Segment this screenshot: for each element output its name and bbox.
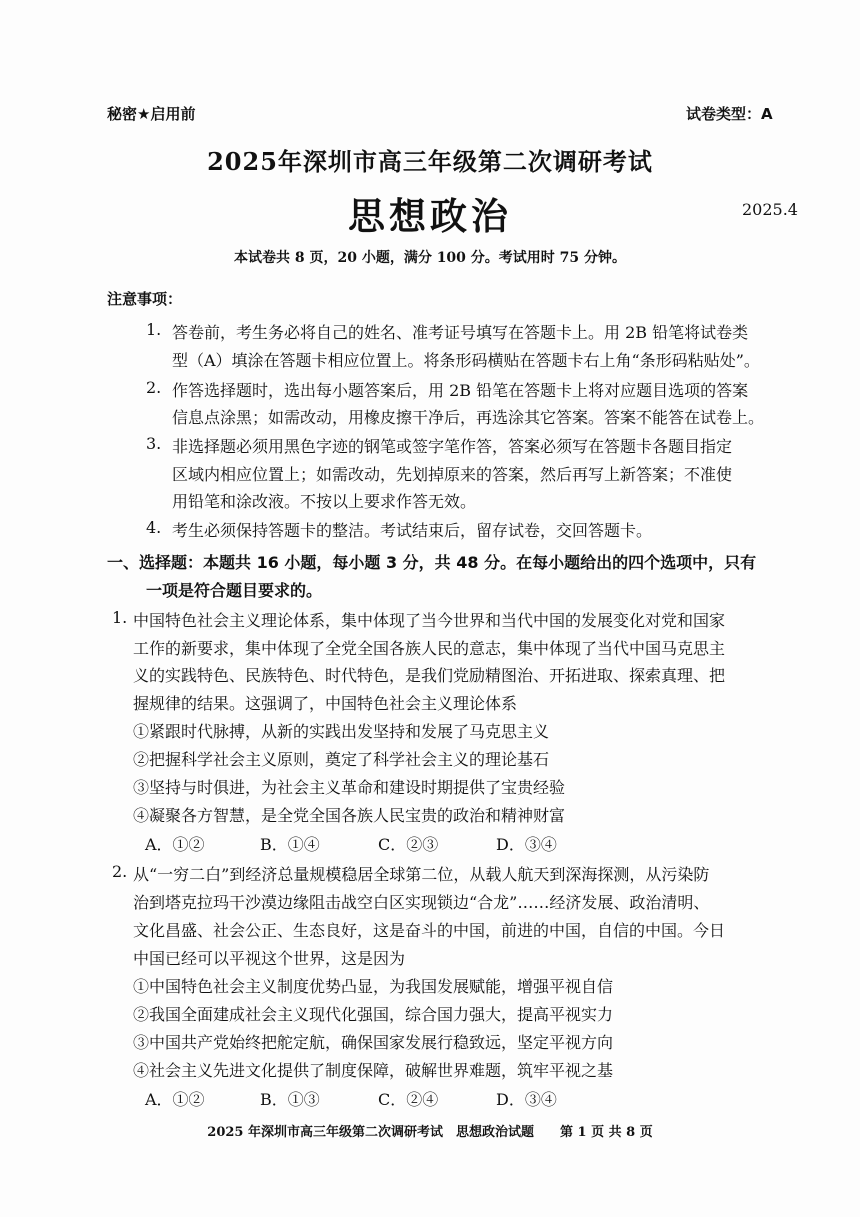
option-b[interactable]: B．①③: [260, 1090, 320, 1109]
page-footer: 2025 年深圳市高三年级第二次调研考试 思想政治试题 第 1 页 共 8 页: [207, 1125, 653, 1140]
statement-item: ②我国全面建成社会主义现代化强国，综合国力强大，提高平视实力: [133, 1005, 614, 1024]
notice-line: 用铅笔和涂改液。不按以上要求作答无效。: [172, 492, 477, 511]
question-stem-line: 义的实践特色、民族特色、时代特色，是我们党励精图治、开拓进取、探索真理、把: [133, 666, 726, 685]
subject-title: 思想政治: [348, 195, 512, 238]
option-a[interactable]: A．①②: [145, 835, 205, 854]
notice-line: 非选择题必须用黑色字迹的钢笔或签字笔作答，答案必须写在答题卡各题目指定: [172, 437, 733, 456]
option-c[interactable]: C．②③: [378, 835, 439, 854]
notice-line: 答卷前，考生务必将自己的姓名、准考证号填写在答题卡上。用 2B 铅笔将试卷类: [172, 323, 749, 342]
statement-item: ④社会主义先进文化提供了制度保障，破解世界难题，筑牢平视之基: [133, 1061, 614, 1080]
section-heading-cont: 一项是符合题目要求的。: [146, 581, 323, 600]
answer-options: [145, 832, 557, 855]
option-d[interactable]: D．③④: [496, 835, 557, 854]
question-stem-line: 文化昌盛、社会公正、生态良好，这是奋斗的中国，前进的中国，自信的中国。今日: [133, 921, 726, 940]
question-stem-line: 中国已经可以平视这个世界，这是因为: [133, 949, 406, 968]
notice-number: 1.: [146, 320, 162, 339]
exam-date: 2025.4: [742, 200, 798, 219]
option-a[interactable]: A．①②: [145, 1090, 205, 1109]
statement-item: ①紧跟时代脉搏，从新的实践出发坚持和发展了马克思主义: [133, 722, 550, 741]
notice-line: 作答选择题时，选出每小题答案后，用 2B 铅笔在答题卡上将对应题目选项的答案: [172, 381, 749, 400]
notice-number: 2.: [146, 378, 162, 397]
paper-type-label: 试卷类型：A: [686, 105, 773, 123]
notice-heading: 注意事项：: [107, 290, 183, 308]
statement-item: ②把握科学社会主义原则，奠定了科学社会主义的理论基石: [133, 750, 550, 769]
question-stem-line: 中国特色社会主义理论体系，集中体现了当今世界和当代中国的发展变化对党和国家: [133, 611, 726, 630]
option-c[interactable]: C．②④: [378, 1090, 439, 1109]
notice-number: 4.: [146, 518, 162, 537]
exam-info: 本试卷共 8 页，20 小题，满分 100 分。考试用时 75 分钟。: [233, 250, 627, 266]
statement-item: ③坚持与时俱进，为社会主义革命和建设时期提供了宝贵经验: [133, 778, 566, 797]
exam-title: 2025年深圳市高三年级第二次调研考试: [207, 147, 653, 176]
question-stem-line: 从“一穷二白”到经济总量规模稳居全球第二位，从载人航天到深海探测，从污染防: [133, 865, 710, 884]
confidential-label: 秘密★启用前: [107, 105, 196, 123]
notice-line: 考生必须保持答题卡的整洁。考试结束后，留存试卷，交回答题卡。: [172, 521, 653, 540]
question-stem-line: 握规律的结果。这强调了，中国特色社会主义理论体系: [133, 694, 518, 713]
question-number: 1.: [112, 608, 128, 627]
option-d[interactable]: D．③④: [496, 1090, 557, 1109]
section-heading: 一、选择题：本题共 16 小题，每小题 3 分，共 48 分。在每小题给出的四个选项中，只有: [107, 553, 757, 572]
question-number: 2.: [112, 862, 128, 881]
notice-number: 3.: [146, 434, 162, 453]
question-stem-line: 治到塔克拉玛干沙漠边缘阻击战空白区实现锁边“合龙”……经济发展、政治清明、: [133, 893, 710, 912]
statement-item: ④凝聚各方智慧，是全党全国各族人民宝贵的政治和精神财富: [133, 806, 566, 825]
answer-options: [145, 1087, 557, 1110]
statement-item: ①中国特色社会主义制度优势凸显，为我国发展赋能，增强平视自信: [133, 977, 614, 996]
question-stem-line: 工作的新要求，集中体现了全党全国各族人民的意志，集中体现了当代中国马克思主: [133, 639, 726, 658]
notice-line: 信息点涂黑；如需改动，用橡皮擦干净后，再选涂其它答案。答案不能答在试卷上。: [172, 408, 765, 427]
statement-item: ③中国共产党始终把舵定航，确保国家发展行稳致远，坚定平视方向: [133, 1033, 614, 1052]
notice-line: 区域内相应位置上；如需改动，先划掉原来的答案，然后再写上新答案；不准使: [172, 465, 733, 484]
option-b[interactable]: B．①④: [260, 835, 320, 854]
notice-line: 型（A）填涂在答题卡相应位置上。将条形码横贴在答题卡右上角“条形码粘贴处”。: [172, 351, 760, 370]
